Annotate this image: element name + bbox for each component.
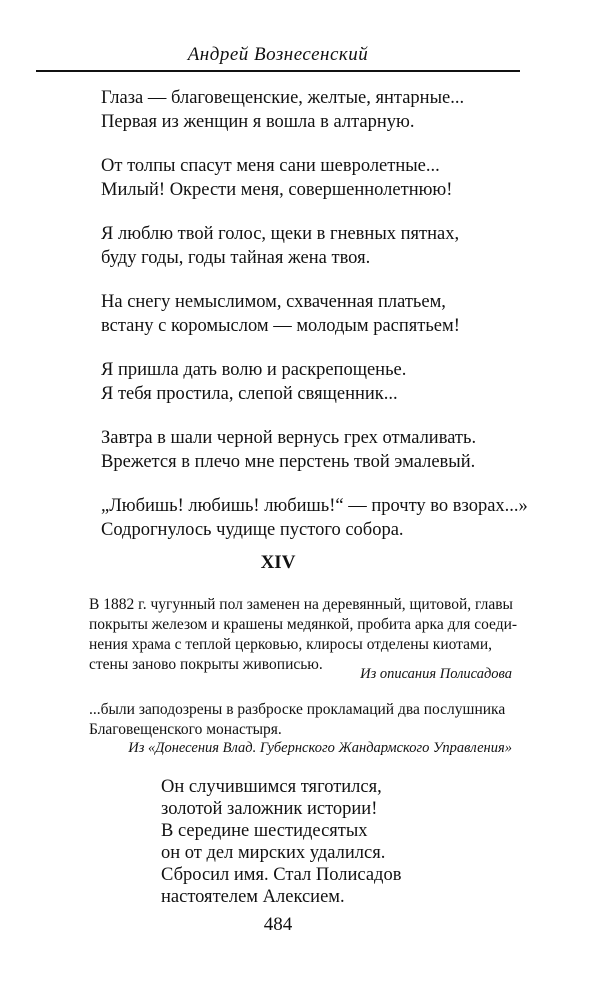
verse-line: встану с коромыслом — молодым распятьем! bbox=[101, 316, 460, 336]
verse-line: На снегу немыслимом, схваченная платьем, bbox=[101, 292, 446, 312]
epigraph-1 bbox=[89, 595, 518, 675]
verse-line: настоятелем Алексием. bbox=[161, 887, 345, 907]
verse-line: Милый! Окрести меня, совершеннолетнюю! bbox=[101, 180, 453, 200]
verse-line: буду годы, годы тайная жена твоя. bbox=[101, 248, 371, 268]
stanza-6 bbox=[101, 426, 521, 474]
stanza-2 bbox=[101, 154, 521, 202]
epigraph-1-source: Из описания Полисадова bbox=[360, 666, 512, 682]
poem-section-xiv bbox=[161, 776, 521, 908]
verse-line: Сбросил имя. Стал Полисадов bbox=[161, 865, 402, 885]
verse-line: Я пришла дать волю и раскрепощенье. bbox=[101, 360, 407, 380]
verse-line: Глаза — благовещенские, желтые, янтарные... bbox=[101, 88, 465, 108]
verse-line: Завтра в шали черной вернусь грех отмаливать. bbox=[101, 428, 477, 448]
epigraph-line: нения храма с теплой церковью, клиросы отделены киотами, bbox=[89, 636, 492, 653]
verse-line: он от дел мирских удалился. bbox=[161, 843, 386, 863]
verse-line: „Любишь! любишь! любишь!“ — прочту во взорах...» bbox=[101, 496, 528, 516]
verse-line: Он случившимся тяготился, bbox=[161, 777, 382, 797]
verse-line: От толпы спасут меня сани шевролетные... bbox=[101, 156, 440, 176]
verse-line: золотой заложник истории! bbox=[161, 799, 378, 819]
stanza-3 bbox=[101, 222, 521, 270]
epigraph-line: стены заново покрыты живописью. bbox=[89, 656, 323, 673]
poem-section-xiii bbox=[101, 86, 528, 562]
verse-line: Содрогнулось чудище пустого собора. bbox=[101, 520, 404, 540]
section-title: XIV bbox=[260, 552, 296, 573]
epigraph-line: ...были заподозрены в разброске прокламаций два послушника bbox=[89, 701, 506, 718]
epigraph-2-source: Из «Донесения Влад. Губернского Жандармского Управления» bbox=[128, 740, 512, 756]
stanza-5 bbox=[101, 358, 521, 406]
page-number: 484 bbox=[263, 914, 293, 935]
epigraph-line: В 1882 г. чугунный пол заменен на деревянный, щитовой, главы bbox=[89, 596, 513, 613]
verse-line: Я люблю твой голос, щеки в гневных пятнах, bbox=[101, 224, 460, 244]
stanza-4 bbox=[101, 290, 521, 338]
epigraph-line: покрыты железом и крашены медянкой, пробита арка для соеди- bbox=[89, 616, 518, 633]
epigraph-line: Благовещенского монастыря. bbox=[89, 721, 282, 738]
verse-line: Первая из женщин я вошла в алтарную. bbox=[101, 112, 415, 132]
verse-line: В середине шестидесятых bbox=[161, 821, 368, 841]
stanza-7 bbox=[101, 494, 528, 542]
header-rule bbox=[36, 70, 520, 72]
verse-line: Я тебя простила, слепой священник... bbox=[101, 384, 398, 404]
running-head: Андрей Вознесенский bbox=[187, 44, 369, 65]
epigraph-2 bbox=[89, 700, 512, 740]
verse-line: Врежется в плечо мне перстень твой эмалевый. bbox=[101, 452, 476, 472]
stanza-1 bbox=[101, 86, 521, 134]
